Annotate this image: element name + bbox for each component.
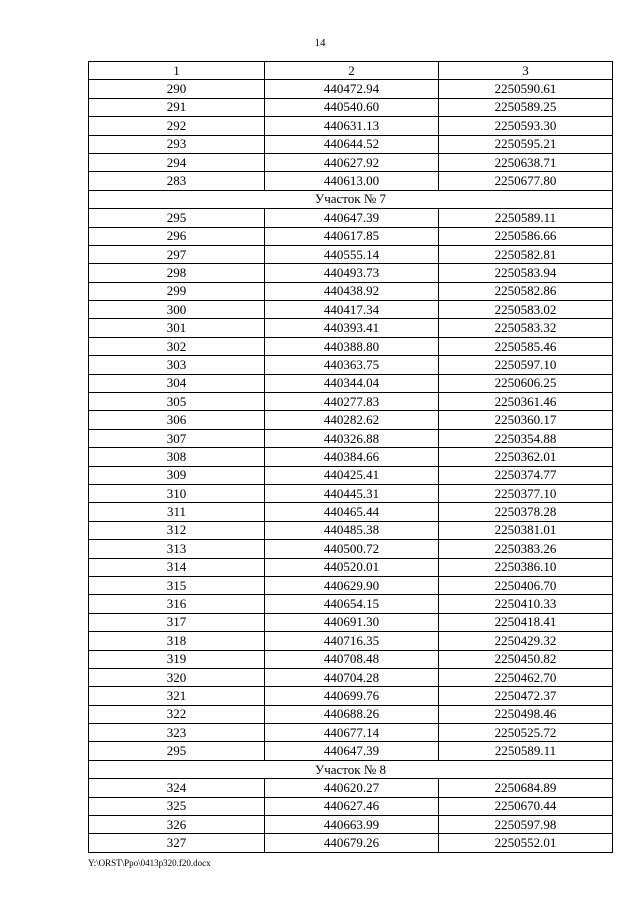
table-row xyxy=(89,245,613,263)
point-number-cell: 314 xyxy=(89,558,265,576)
x-coordinate-cell: 440445.31 xyxy=(265,484,439,502)
y-coordinate-cell: 2250552.01 xyxy=(439,834,613,852)
table-row xyxy=(89,595,613,613)
point-number-cell: 307 xyxy=(89,429,265,447)
table-row xyxy=(89,668,613,686)
x-coordinate-cell: 440679.26 xyxy=(265,834,439,852)
point-number-cell: 321 xyxy=(89,687,265,705)
point-number-cell: 295 xyxy=(89,742,265,760)
x-coordinate-cell: 440647.39 xyxy=(265,209,439,227)
y-coordinate-cell: 2250597.98 xyxy=(439,816,613,834)
table-row xyxy=(89,282,613,300)
table-row xyxy=(89,650,613,668)
x-coordinate-cell: 440691.30 xyxy=(265,613,439,631)
point-number-cell: 311 xyxy=(89,503,265,521)
y-coordinate-cell: 2250606.25 xyxy=(439,374,613,392)
x-coordinate-cell: 440629.90 xyxy=(265,576,439,594)
x-coordinate-cell: 440282.62 xyxy=(265,411,439,429)
table-row xyxy=(89,521,613,539)
x-coordinate-cell: 440388.80 xyxy=(265,337,439,355)
point-number-cell: 327 xyxy=(89,834,265,852)
table-row xyxy=(89,816,613,834)
table-row xyxy=(89,466,613,484)
table-row xyxy=(89,797,613,815)
point-number-cell: 306 xyxy=(89,411,265,429)
x-coordinate-cell: 440384.66 xyxy=(265,448,439,466)
point-number-cell: 302 xyxy=(89,337,265,355)
x-coordinate-cell: 440613.00 xyxy=(265,172,439,190)
point-number-cell: 308 xyxy=(89,448,265,466)
y-coordinate-cell: 2250677.80 xyxy=(439,172,613,190)
x-coordinate-cell: 440716.35 xyxy=(265,632,439,650)
y-coordinate-cell: 2250670.44 xyxy=(439,797,613,815)
point-number-cell: 296 xyxy=(89,227,265,245)
x-coordinate-cell: 440704.28 xyxy=(265,668,439,686)
x-coordinate-cell: 440627.92 xyxy=(265,153,439,171)
y-coordinate-cell: 2250472.37 xyxy=(439,687,613,705)
y-coordinate-cell: 2250498.46 xyxy=(439,705,613,723)
table-row xyxy=(89,374,613,392)
x-coordinate-cell: 440699.76 xyxy=(265,687,439,705)
y-coordinate-cell: 2250429.32 xyxy=(439,632,613,650)
table-row xyxy=(89,613,613,631)
table-row xyxy=(89,209,613,227)
table-row xyxy=(89,227,613,245)
point-number-cell: 305 xyxy=(89,393,265,411)
x-coordinate-cell: 440393.41 xyxy=(265,319,439,337)
x-coordinate-cell: 440688.26 xyxy=(265,705,439,723)
section-label: Участок № 7 xyxy=(89,190,613,208)
x-coordinate-cell: 440344.04 xyxy=(265,374,439,392)
point-number-cell: 290 xyxy=(89,80,265,98)
column-header-3: 3 xyxy=(439,62,613,80)
y-coordinate-cell: 2250595.21 xyxy=(439,135,613,153)
x-coordinate-cell: 440485.38 xyxy=(265,521,439,539)
x-coordinate-cell: 440647.39 xyxy=(265,742,439,760)
table-row xyxy=(89,301,613,319)
y-coordinate-cell: 2250582.86 xyxy=(439,282,613,300)
x-coordinate-cell: 440363.75 xyxy=(265,356,439,374)
table-row xyxy=(89,319,613,337)
point-number-cell: 293 xyxy=(89,135,265,153)
x-coordinate-cell: 440520.01 xyxy=(265,558,439,576)
y-coordinate-cell: 2250585.46 xyxy=(439,337,613,355)
table-row xyxy=(89,117,613,135)
table-row xyxy=(89,264,613,282)
y-coordinate-cell: 2250462.70 xyxy=(439,668,613,686)
y-coordinate-cell: 2250362.01 xyxy=(439,448,613,466)
point-number-cell: 297 xyxy=(89,245,265,263)
table-row xyxy=(89,356,613,374)
point-number-cell: 292 xyxy=(89,117,265,135)
table-row xyxy=(89,742,613,760)
x-coordinate-cell: 440326.88 xyxy=(265,429,439,447)
y-coordinate-cell: 2250583.32 xyxy=(439,319,613,337)
section-label: Участок № 8 xyxy=(89,760,613,778)
x-coordinate-cell: 440677.14 xyxy=(265,724,439,742)
point-number-cell: 322 xyxy=(89,705,265,723)
point-number-cell: 294 xyxy=(89,153,265,171)
y-coordinate-cell: 2250638.71 xyxy=(439,153,613,171)
table-row xyxy=(89,411,613,429)
x-coordinate-cell: 440555.14 xyxy=(265,245,439,263)
x-coordinate-cell: 440617.85 xyxy=(265,227,439,245)
y-coordinate-cell: 2250450.82 xyxy=(439,650,613,668)
y-coordinate-cell: 2250406.70 xyxy=(439,576,613,594)
point-number-cell: 318 xyxy=(89,632,265,650)
table-row xyxy=(89,98,613,116)
table-row xyxy=(89,632,613,650)
point-number-cell: 300 xyxy=(89,301,265,319)
point-number-cell: 312 xyxy=(89,521,265,539)
y-coordinate-cell: 2250354.88 xyxy=(439,429,613,447)
y-coordinate-cell: 2250361.46 xyxy=(439,393,613,411)
point-number-cell: 303 xyxy=(89,356,265,374)
point-number-cell: 326 xyxy=(89,816,265,834)
x-coordinate-cell: 440438.92 xyxy=(265,282,439,300)
footer-file-path: Y:\ORST\Ppo\0413p320.f20.docx xyxy=(88,858,211,868)
y-coordinate-cell: 2250374.77 xyxy=(439,466,613,484)
table-row xyxy=(89,724,613,742)
table-row xyxy=(89,503,613,521)
y-coordinate-cell: 2250360.17 xyxy=(439,411,613,429)
y-coordinate-cell: 2250383.26 xyxy=(439,540,613,558)
table-row xyxy=(89,448,613,466)
x-coordinate-cell: 440654.15 xyxy=(265,595,439,613)
x-coordinate-cell: 440620.27 xyxy=(265,779,439,797)
y-coordinate-cell: 2250583.94 xyxy=(439,264,613,282)
point-number-cell: 310 xyxy=(89,484,265,502)
table-row xyxy=(89,705,613,723)
table-row xyxy=(89,429,613,447)
coordinates-table xyxy=(88,61,613,853)
x-coordinate-cell: 440540.60 xyxy=(265,98,439,116)
table-row xyxy=(89,576,613,594)
point-number-cell: 309 xyxy=(89,466,265,484)
y-coordinate-cell: 2250597.10 xyxy=(439,356,613,374)
y-coordinate-cell: 2250586.66 xyxy=(439,227,613,245)
y-coordinate-cell: 2250410.33 xyxy=(439,595,613,613)
table-row xyxy=(89,135,613,153)
y-coordinate-cell: 2250583.02 xyxy=(439,301,613,319)
y-coordinate-cell: 2250589.11 xyxy=(439,209,613,227)
y-coordinate-cell: 2250684.89 xyxy=(439,779,613,797)
column-header-2: 2 xyxy=(265,62,439,80)
x-coordinate-cell: 440425.41 xyxy=(265,466,439,484)
x-coordinate-cell: 440644.52 xyxy=(265,135,439,153)
table-body xyxy=(89,80,613,852)
y-coordinate-cell: 2250582.81 xyxy=(439,245,613,263)
point-number-cell: 316 xyxy=(89,595,265,613)
x-coordinate-cell: 440631.13 xyxy=(265,117,439,135)
y-coordinate-cell: 2250589.25 xyxy=(439,98,613,116)
section-row xyxy=(89,190,613,208)
table-row xyxy=(89,337,613,355)
y-coordinate-cell: 2250589.11 xyxy=(439,742,613,760)
table-row xyxy=(89,558,613,576)
point-number-cell: 301 xyxy=(89,319,265,337)
y-coordinate-cell: 2250386.10 xyxy=(439,558,613,576)
table-row xyxy=(89,393,613,411)
point-number-cell: 283 xyxy=(89,172,265,190)
point-number-cell: 299 xyxy=(89,282,265,300)
point-number-cell: 291 xyxy=(89,98,265,116)
x-coordinate-cell: 440465.44 xyxy=(265,503,439,521)
x-coordinate-cell: 440708.48 xyxy=(265,650,439,668)
table-row xyxy=(89,779,613,797)
x-coordinate-cell: 440663.99 xyxy=(265,816,439,834)
table-header-row xyxy=(89,62,613,80)
table-row xyxy=(89,687,613,705)
x-coordinate-cell: 440472.94 xyxy=(265,80,439,98)
point-number-cell: 319 xyxy=(89,650,265,668)
point-number-cell: 315 xyxy=(89,576,265,594)
y-coordinate-cell: 2250378.28 xyxy=(439,503,613,521)
point-number-cell: 320 xyxy=(89,668,265,686)
y-coordinate-cell: 2250593.30 xyxy=(439,117,613,135)
point-number-cell: 295 xyxy=(89,209,265,227)
table-row xyxy=(89,540,613,558)
x-coordinate-cell: 440493.73 xyxy=(265,264,439,282)
point-number-cell: 323 xyxy=(89,724,265,742)
y-coordinate-cell: 2250418.41 xyxy=(439,613,613,631)
point-number-cell: 298 xyxy=(89,264,265,282)
point-number-cell: 304 xyxy=(89,374,265,392)
point-number-cell: 313 xyxy=(89,540,265,558)
table-row xyxy=(89,172,613,190)
y-coordinate-cell: 2250377.10 xyxy=(439,484,613,502)
table-row xyxy=(89,484,613,502)
y-coordinate-cell: 2250381.01 xyxy=(439,521,613,539)
column-header-1: 1 xyxy=(89,62,265,80)
x-coordinate-cell: 440627.46 xyxy=(265,797,439,815)
section-row xyxy=(89,760,613,778)
x-coordinate-cell: 440277.83 xyxy=(265,393,439,411)
page-number: 14 xyxy=(314,37,326,49)
x-coordinate-cell: 440417.34 xyxy=(265,301,439,319)
point-number-cell: 325 xyxy=(89,797,265,815)
table-row xyxy=(89,834,613,852)
table-row xyxy=(89,153,613,171)
point-number-cell: 324 xyxy=(89,779,265,797)
point-number-cell: 317 xyxy=(89,613,265,631)
y-coordinate-cell: 2250590.61 xyxy=(439,80,613,98)
table-row xyxy=(89,80,613,98)
y-coordinate-cell: 2250525.72 xyxy=(439,724,613,742)
x-coordinate-cell: 440500.72 xyxy=(265,540,439,558)
